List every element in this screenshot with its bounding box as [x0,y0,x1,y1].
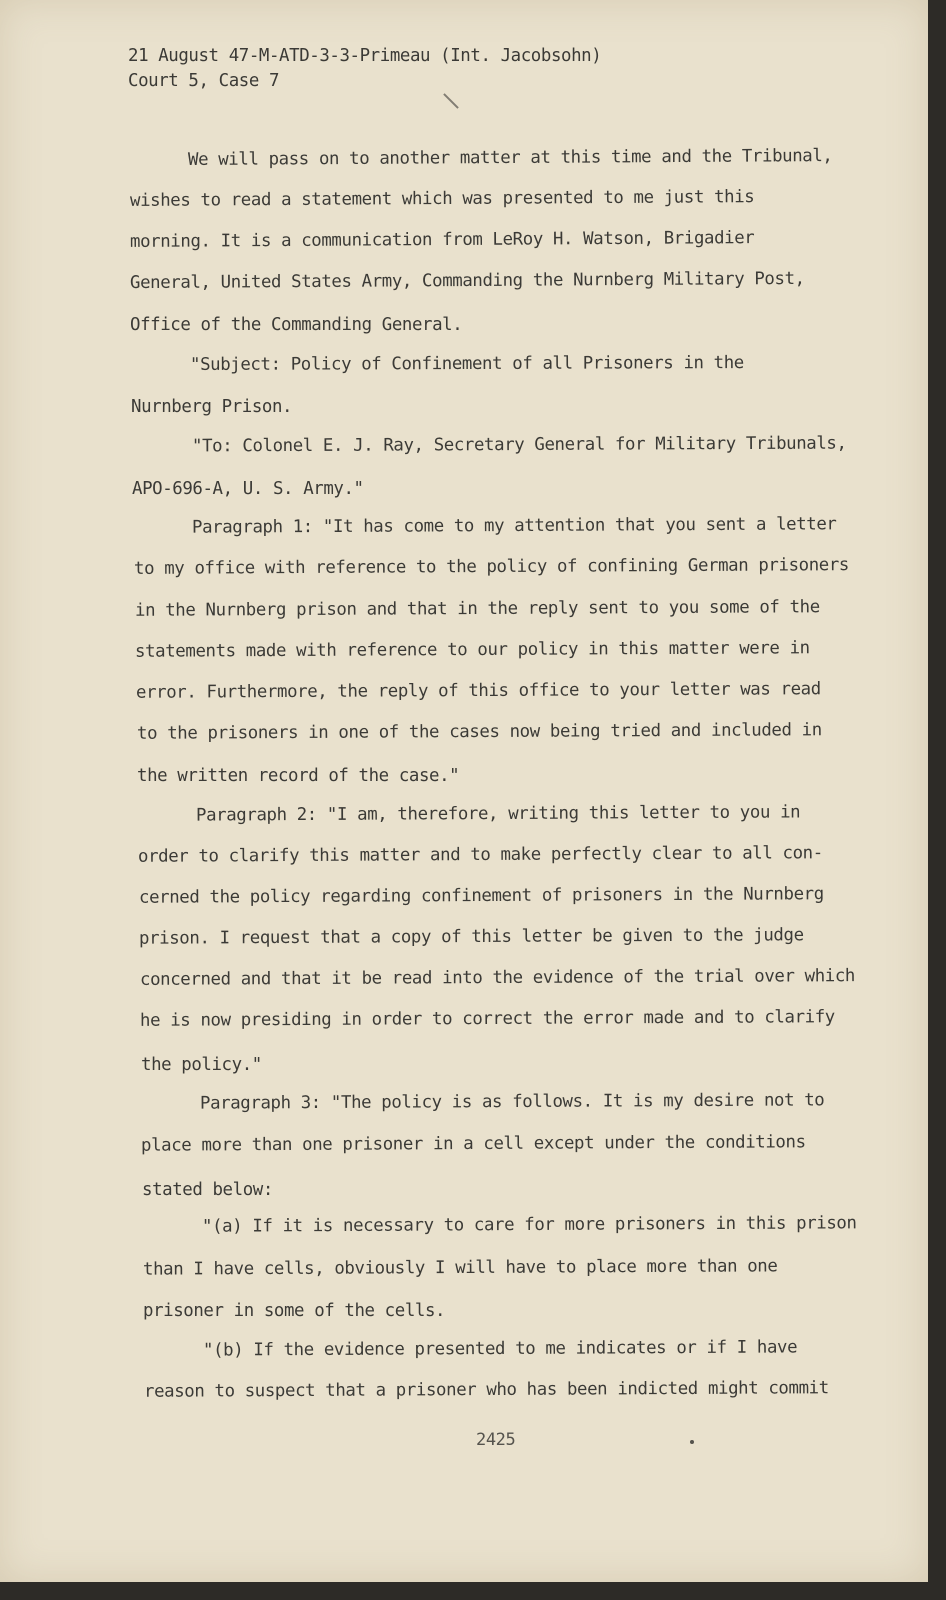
body-line: APO-696-A, U. S. Army." [132,479,364,499]
body-line: concerned and that it be read into the evidence of the trial over which [139,966,856,990]
body-line: statements made with reference to our policy in this matter were in [134,638,810,662]
body-line: "(b) If the evidence presented to me indicates or if I have [202,1337,798,1361]
body-line: Nurnberg Prison. [131,397,293,417]
body-line: Paragraph 3: "The policy is as follows. It is my desire not to [199,1090,825,1114]
body-line: the written record of the case." [137,766,460,786]
body-line: the policy." [141,1055,262,1075]
body-line: to my office with reference to the policy of confining German prisoners [133,555,850,579]
header-case-reference: 21 August 47-M-ATD-3-3-Primeau (Int. Jacobsohn) [128,46,602,66]
body-line: cerned the policy regarding confinement of prisoners in the Nurnberg [138,884,824,908]
stray-pen-mark [443,93,459,109]
body-line: "To: Colonel E. J. Ray, Secretary General for Military Tribunals, [191,433,847,457]
body-line: morning. It is a communication from LeRoy H. Watson, Brigadier [129,228,755,252]
body-line: Paragraph 2: "I am, therefore, writing this letter to you in [195,802,801,826]
page-number: 2425 [476,1430,516,1450]
body-line: Office of the Commanding General. [130,315,463,335]
body-line: error. Furthermore, the reply of this office to your letter was read [135,679,821,703]
body-line: stated below: [142,1180,273,1200]
body-line: he is now presiding in order to correct the error made and to clarify [139,1007,835,1031]
body-line: to the prisoners in one of the cases now being tried and included in [136,720,822,744]
body-line: prisoner in some of the cells. [143,1301,446,1321]
body-line: wishes to read a statement which was presented to me just this [129,187,755,211]
body-line: "Subject: Policy of Confinement of all Prisoners in the [189,353,744,375]
body-line: in the Nurnberg prison and that in the reply sent to you some of the [134,597,820,621]
body-line: prison. I request that a copy of this letter be given to the judge [138,925,804,949]
stray-dot-mark [690,1440,694,1444]
body-line: place more than one prisoner in a cell except under the conditions [140,1132,806,1156]
body-line: than I have cells, obviously I will have to place more than one [142,1256,778,1280]
body-line: Paragraph 1: "It has come to my attention that you sent a letter [191,514,837,538]
body-line: order to clarify this matter and to make perfectly clear to all con- [137,843,823,867]
body-line: "(a) If it is necessary to care for more prisoners in this prison [201,1213,857,1237]
body-line: reason to suspect that a prisoner who has been indicted might commit [143,1378,829,1402]
header-court-case: Court 5, Case 7 [128,71,280,91]
body-line: We will pass on to another matter at this time and the Tribunal, [187,146,833,170]
body-line: General, United States Army, Commanding the Nurnberg Military Post, [129,268,805,294]
